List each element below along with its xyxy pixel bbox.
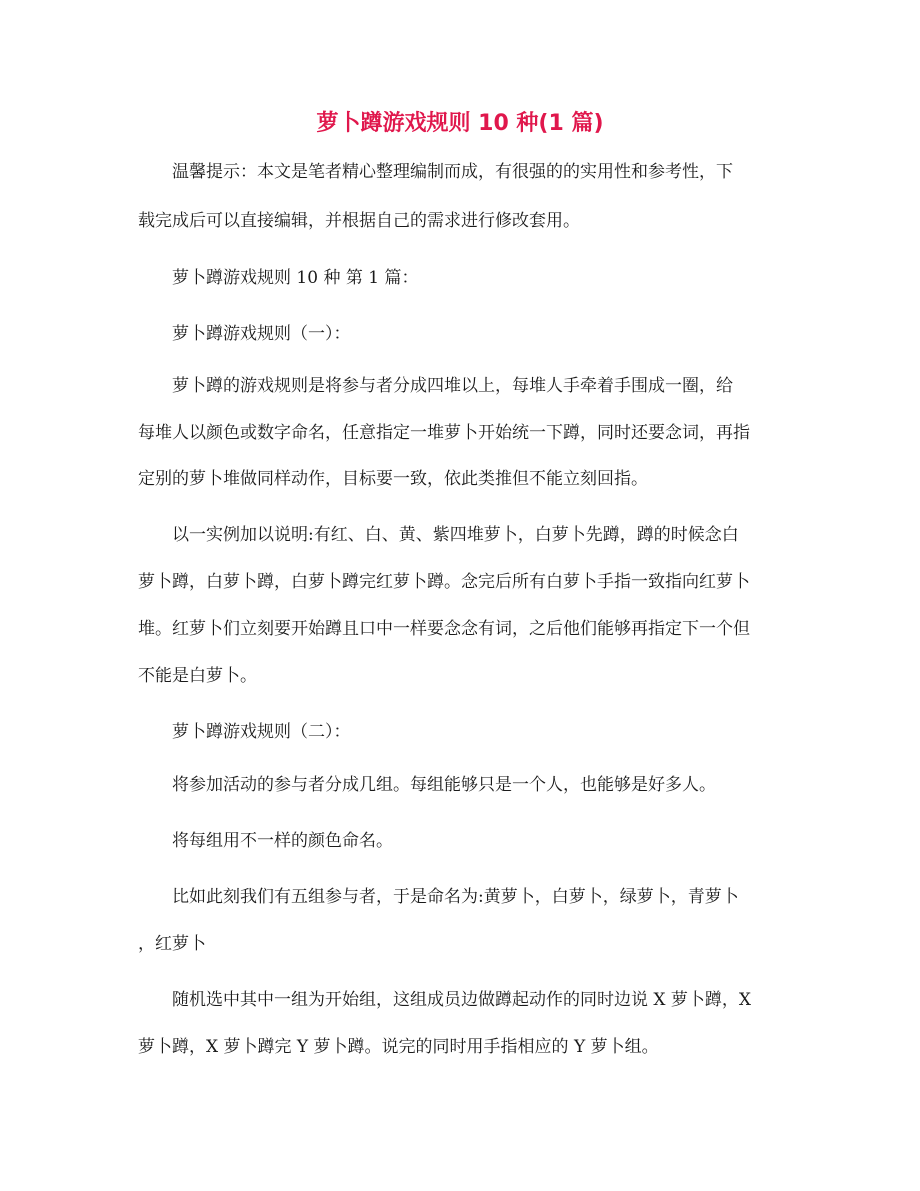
section-heading: 萝卜蹲游戏规则 10 种 第 1 篇： [172, 268, 419, 288]
paragraph-line: 随机选中其中一组为开始组，这组成员边做蹲起动作的同时边说 X 萝卜蹲，X [172, 990, 752, 1010]
paragraph-line: 堆。红萝卜们立刻要开始蹲且口中一样要念念有词，之后他们能够再指定下一个但 [138, 619, 750, 639]
paragraph-line: 定别的萝卜堆做同样动作，目标要一致，依此类推但不能立刻回指。 [138, 469, 648, 489]
subheading-rules-2: 萝卜蹲游戏规则（二）： [172, 722, 351, 742]
document-title: 萝卜蹲游戏规则 10 种(1 篇) [316, 111, 604, 136]
notice-line-2: 载完成后可以直接编辑，并根据自己的需求进行修改套用。 [138, 211, 580, 231]
subheading-rules-1: 萝卜蹲游戏规则（一）： [172, 324, 351, 344]
paragraph-line: 将参加活动的参与者分成几组。每组能够只是一个人，也能够是好多人。 [172, 775, 716, 795]
paragraph-line: 以一实例加以说明:有红、白、黄、紫四堆萝卜，白萝卜先蹲，蹲的时候念白 [172, 525, 739, 545]
paragraph-line: 将每组用不一样的颜色命名。 [172, 831, 393, 851]
paragraph-line: 萝卜蹲的游戏规则是将参与者分成四堆以上，每堆人手牵着手围成一圈，给 [172, 376, 733, 396]
paragraph-line: 比如此刻我们有五组参与者，于是命名为:黄萝卜，白萝卜，绿萝卜，青萝卜 [172, 887, 739, 907]
paragraph-line: ，红萝卜 [138, 934, 206, 954]
paragraph-line: 萝卜蹲，X 萝卜蹲完 Y 萝卜蹲。说完的同时用手指相应的 Y 萝卜组。 [138, 1037, 659, 1057]
notice-line-1: 温馨提示：本文是笔者精心整理编制而成，有很强的的实用性和参考性，下 [172, 162, 733, 182]
paragraph-line: 萝卜蹲，白萝卜蹲，白萝卜蹲完红萝卜蹲。念完后所有白萝卜手指一致指向红萝卜 [138, 572, 750, 592]
paragraph-line: 不能是白萝卜。 [138, 666, 257, 686]
paragraph-line: 每堆人以颜色或数字命名，任意指定一堆萝卜开始统一下蹲，同时还要念词，再指 [138, 423, 750, 443]
